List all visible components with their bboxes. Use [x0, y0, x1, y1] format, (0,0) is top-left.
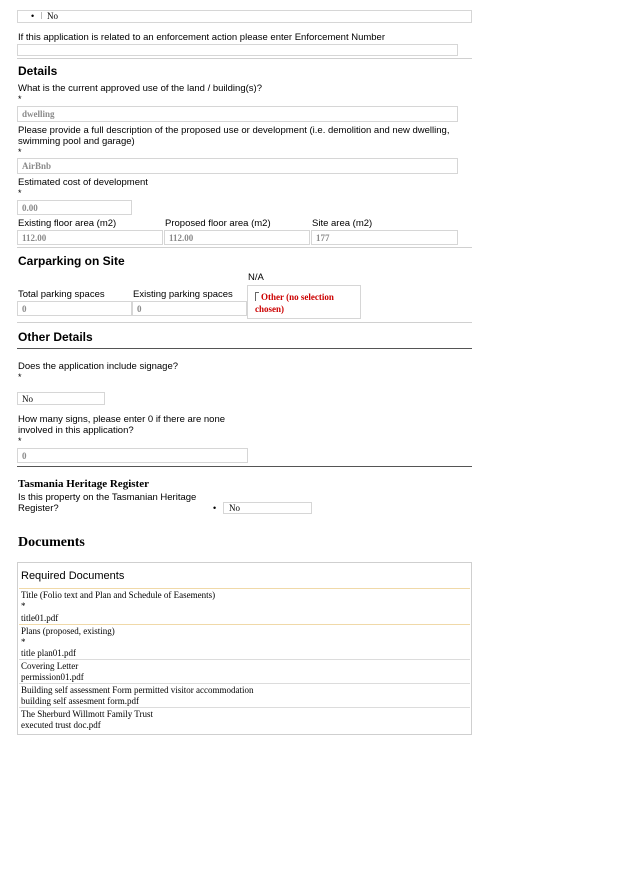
- description-input[interactable]: [17, 158, 458, 174]
- existing-parking-input[interactable]: [132, 301, 247, 316]
- existing-floor-label: Existing floor area (m2): [18, 218, 117, 229]
- signs-count-value: 0: [22, 451, 27, 461]
- existing-parking-label: Existing parking spaces: [133, 289, 233, 300]
- current-use-value: dwelling: [22, 109, 55, 119]
- top-radio-row: [17, 10, 472, 23]
- existing-parking-value: 0: [137, 304, 142, 314]
- carparking-heading: Carparking on Site: [18, 254, 125, 268]
- divider: [17, 322, 472, 323]
- divider: [17, 466, 472, 467]
- signage-label: Does the application include signage?: [18, 361, 179, 372]
- site-area-input[interactable]: [311, 230, 458, 245]
- documents-heading: Documents: [18, 535, 85, 550]
- signs-label-line2: involved in this application?: [18, 425, 134, 436]
- document-file-link[interactable]: executed trust doc.pdf: [21, 720, 101, 730]
- required-marker: *: [18, 436, 22, 446]
- total-parking-value: 0: [22, 304, 27, 314]
- site-area-value: 177: [316, 233, 330, 243]
- bullet-icon: •: [213, 503, 217, 513]
- checkbox-icon[interactable]: [255, 292, 259, 301]
- document-title: The Sherburd Willmott Family Trust: [21, 709, 153, 719]
- document-title: Title (Folio text and Plan and Schedule of Easements): [21, 590, 216, 600]
- heritage-question-line2: Register?: [18, 503, 59, 514]
- details-heading: Details: [18, 64, 58, 78]
- proposed-floor-label: Proposed floor area (m2): [165, 218, 271, 229]
- current-use-label: What is the current approved use of the land / building(s)?: [18, 83, 262, 94]
- current-use-input[interactable]: [17, 106, 458, 122]
- cost-value: 0.00: [22, 203, 38, 213]
- document-title: Building self assessment Form permitted visitor accommodation: [21, 685, 254, 695]
- existing-floor-value: 112.00: [22, 233, 47, 243]
- description-label-line2: swimming pool and garage): [18, 136, 135, 147]
- heritage-question-line1: Is this property on the Tasmanian Heritage: [18, 492, 197, 503]
- signage-value: No: [22, 394, 33, 404]
- na-label: N/A: [248, 272, 264, 283]
- description-label-line1: Please provide a full description of the proposed use or development (i.e. demolition and new dwelling,: [18, 125, 450, 136]
- required-marker: *: [21, 637, 26, 647]
- document-item: [19, 683, 470, 707]
- document-file-link[interactable]: title01.pdf: [21, 613, 59, 623]
- document-item: [19, 588, 470, 624]
- total-parking-input[interactable]: [17, 301, 132, 316]
- document-title: Covering Letter: [21, 661, 79, 671]
- site-area-label: Site area (m2): [312, 218, 373, 229]
- document-file-link[interactable]: building self assesment form.pdf: [21, 696, 139, 706]
- required-marker: *: [21, 601, 26, 611]
- required-marker: *: [18, 94, 22, 104]
- radio-no-label: No: [47, 11, 58, 21]
- heritage-value: No: [229, 503, 240, 513]
- other-details-heading: Other Details: [18, 330, 93, 344]
- na-other-line1: Other (no selection: [261, 292, 334, 302]
- signs-count-input[interactable]: [17, 448, 248, 463]
- divider: [17, 247, 472, 248]
- required-marker: *: [18, 147, 22, 157]
- enforcement-number-input[interactable]: [17, 44, 458, 56]
- na-other-line2: chosen): [255, 304, 284, 314]
- document-item: [19, 624, 470, 659]
- proposed-floor-value: 112.00: [169, 233, 194, 243]
- description-value: AirBnb: [22, 161, 52, 171]
- document-file-link[interactable]: title plan01.pdf: [21, 648, 76, 658]
- document-title: Plans (proposed, existing): [21, 626, 115, 636]
- signs-label-line1: How many signs, please enter 0 if there are none: [18, 414, 226, 425]
- divider: [17, 348, 472, 349]
- document-item: [19, 707, 470, 732]
- total-parking-label: Total parking spaces: [18, 289, 105, 300]
- document-file-link[interactable]: permission01.pdf: [21, 672, 84, 682]
- enforcement-label: If this application is related to an enforcement action please enter Enforcement Number: [18, 32, 386, 43]
- bullet-icon: •: [31, 11, 35, 21]
- divider: [17, 58, 472, 59]
- document-item: [19, 659, 470, 683]
- cost-label: Estimated cost of development: [18, 177, 148, 188]
- required-marker: *: [18, 372, 22, 382]
- required-marker: *: [18, 188, 22, 198]
- required-documents-heading: Required Documents: [21, 570, 125, 582]
- heritage-heading: Tasmania Heritage Register: [18, 478, 149, 490]
